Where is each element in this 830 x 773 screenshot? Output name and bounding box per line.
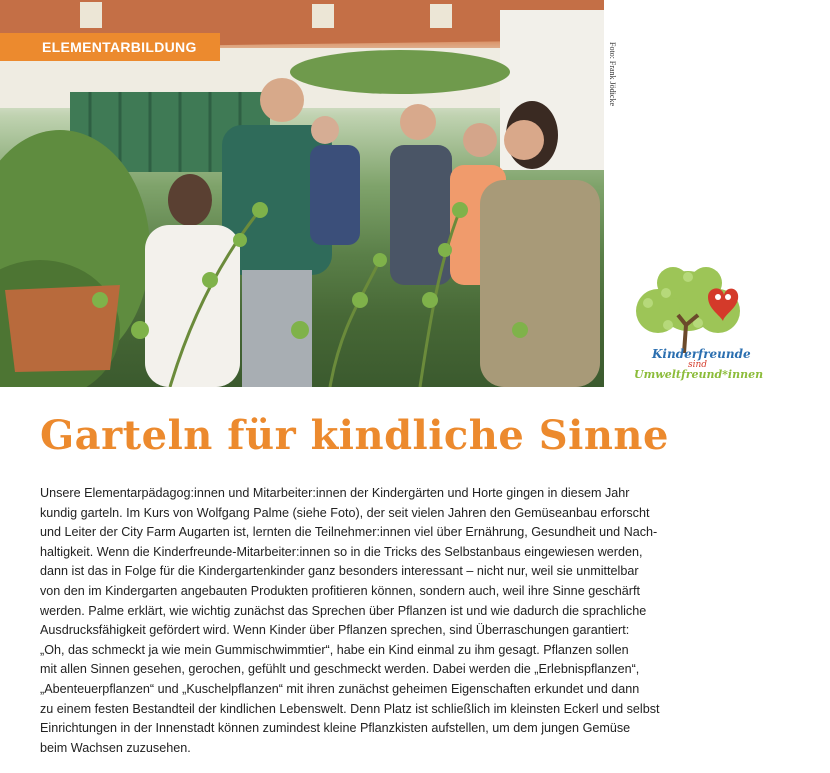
body-line: und Leiter der City Farm Augarten ist, lernten die Teilnehmer:innen viel über Ernährung, Gesundheit und Nach- bbox=[40, 525, 658, 540]
body-line: werden. Palme erklärt, wie wichtig zunächst das Sprechen über Pflanzen ist und wie dadurch die sprachliche bbox=[40, 603, 647, 618]
logo-text-umweltfreundinnen: Umweltfreund*innen bbox=[634, 368, 764, 381]
article-title: Garteln für kindliche Sinne bbox=[40, 412, 669, 459]
section-label: ELEMENTARBILDUNG bbox=[0, 33, 220, 61]
article-body bbox=[40, 484, 660, 758]
body-line: beim Wachsen zuzusehen. bbox=[40, 740, 191, 755]
body-line: Einrichtungen in der Innenstadt können zumindest kleine Pflanzkisten aufstellen, um dem jungen Gemüse bbox=[40, 721, 631, 736]
body-line: kundig garteln. Im Kurs von Wolfgang Palme (siehe Foto), der seit vielen Jahren den Gemüseanbau erforscht bbox=[40, 505, 650, 520]
body-line: Unsere Elementarpädagog:innen und Mitarbeiter:innen der Kindergärten und Horte gingen in diesem Jahr bbox=[40, 486, 630, 500]
body-line: mit allen Sinnen gesehen, gerochen, gefühlt und geschmeckt werden. Dabei werden die „Erlebnispflanzen“, bbox=[40, 662, 640, 677]
body-line: dann ist das in Folge für die Kindergartenkinder ganz besonders interessant – nicht nur, weil sie unmittelbar bbox=[40, 564, 639, 579]
body-line: haltigkeit. Wenn die Kinderfreunde-Mitarbeiter:innen so in die Tricks des Selbstanbaus eingewiesen werden, bbox=[40, 544, 643, 559]
photo-credit: Foto: Frank Jödicke bbox=[608, 42, 617, 106]
body-line: zu einem festen Bestandteil der kindlichen Lebenswelt. Denn Platz ist schließlich im kleinsten Eckerl und selbst bbox=[40, 701, 660, 716]
body-line: „Abenteuerpflanzen“ und „Kuschelpflanzen“ mit ihren zunächst geheimen Eigenschaften erkundet und dann bbox=[40, 681, 640, 696]
body-line: Ausdrucksfähigkeit gefördert wird. Wenn Kinder über Pflanzen sprechen, sind Überraschungen garantiert: bbox=[40, 623, 630, 638]
body-line: „Oh, das schmeckt ja wie mein Gummischwimmtier“, habe ein Kind einmal zu ihm gesagt. Pflanzen sollen bbox=[40, 642, 629, 657]
logo-text-kinderfreunde: Kinderfreunde bbox=[652, 347, 751, 361]
body-line: von den im Kindergarten angebauten Produkten profitieren können, sondern auch, weil ihre Sinne geschärft bbox=[40, 583, 640, 598]
logo-text-sind: sind bbox=[688, 360, 708, 370]
